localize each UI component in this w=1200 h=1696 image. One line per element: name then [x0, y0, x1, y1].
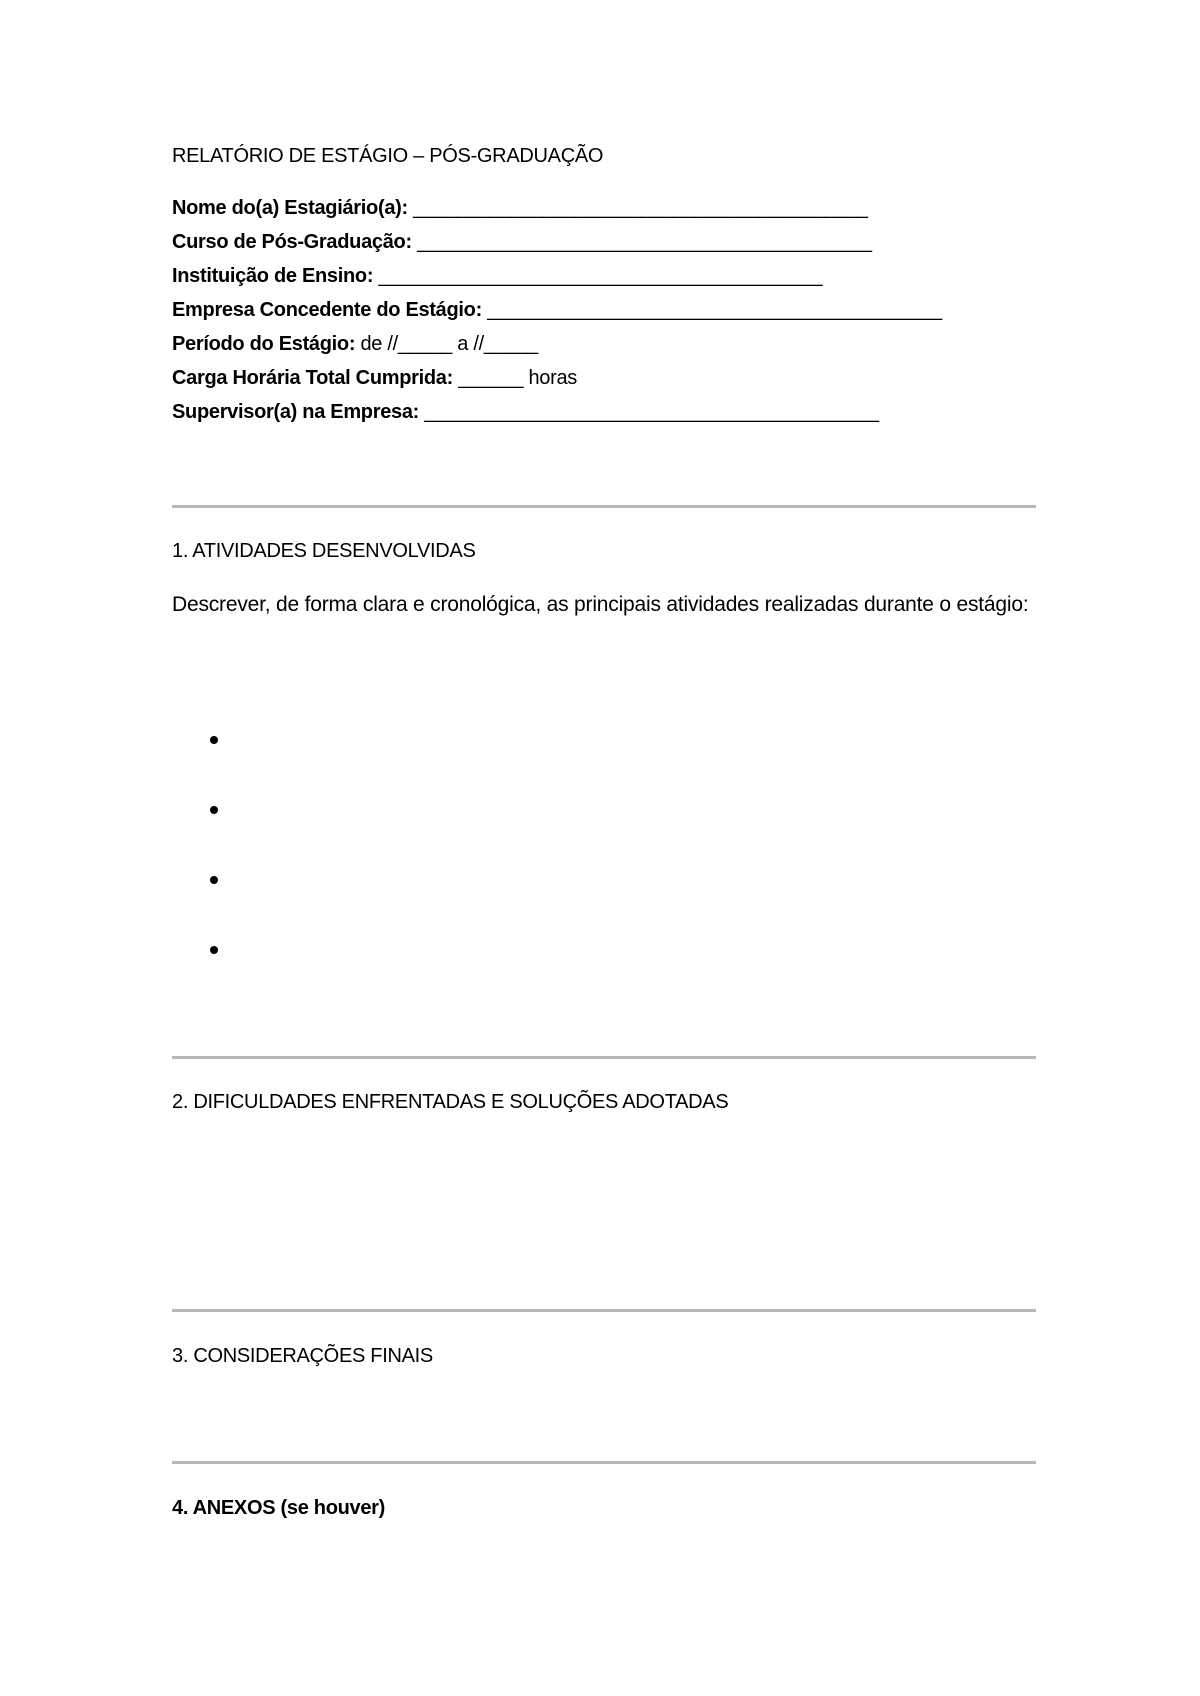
institution-blank: _________________________________________ — [378, 265, 823, 287]
section-1-heading: 1. ATIVIDADES DESENVOLVIDAS — [172, 540, 476, 562]
course-blank: __________________________________________ — [417, 231, 872, 253]
hours-unit: horas — [528, 367, 577, 389]
activity-bullet — [210, 876, 218, 884]
period-from: de //_____ — [360, 333, 453, 355]
section-divider — [172, 505, 1036, 508]
hours-blank: ______ — [458, 367, 524, 389]
section-4-heading: 4. ANEXOS (se houver) — [172, 1497, 386, 1519]
period-label: Período do Estágio: — [172, 333, 356, 355]
company-blank: __________________________________________ — [487, 299, 942, 321]
student-name-label: Nome do(a) Estagiário(a): — [172, 197, 408, 219]
section-divider — [172, 1056, 1036, 1059]
course-label: Curso de Pós-Graduação: — [172, 231, 412, 253]
hours-label: Carga Horária Total Cumprida: — [172, 367, 453, 389]
section-3-heading: 3. CONSIDERAÇÕES FINAIS — [172, 1345, 433, 1367]
institution-label: Instituição de Ensino: — [172, 265, 374, 287]
supervisor-label: Supervisor(a) na Empresa: — [172, 401, 420, 423]
student-name-blank: __________________________________________ — [413, 197, 868, 219]
supervisor-blank: __________________________________________ — [424, 401, 879, 423]
section-2-heading: 2. DIFICULDADES ENFRENTADAS E SOLUÇÕES ADOTADAS — [172, 1091, 729, 1113]
section-1-description: Descrever, de forma clara e cronológica, as principais atividades realizadas durante o estágio: — [172, 593, 1029, 616]
period-to: a //_____ — [457, 333, 538, 355]
activity-bullet — [210, 736, 218, 744]
hours-field — [172, 367, 577, 390]
student-name-field — [172, 197, 868, 220]
company-field — [172, 299, 942, 322]
course-field — [172, 231, 872, 254]
supervisor-field — [172, 401, 879, 424]
institution-field — [172, 265, 822, 288]
section-divider — [172, 1461, 1036, 1464]
document-title: RELATÓRIO DE ESTÁGIO – PÓS-GRADUAÇÃO — [172, 145, 604, 167]
period-field — [172, 333, 538, 356]
activity-bullet — [210, 806, 218, 814]
activity-bullet — [210, 946, 218, 954]
company-label: Empresa Concedente do Estágio: — [172, 299, 482, 321]
section-divider — [172, 1309, 1036, 1312]
